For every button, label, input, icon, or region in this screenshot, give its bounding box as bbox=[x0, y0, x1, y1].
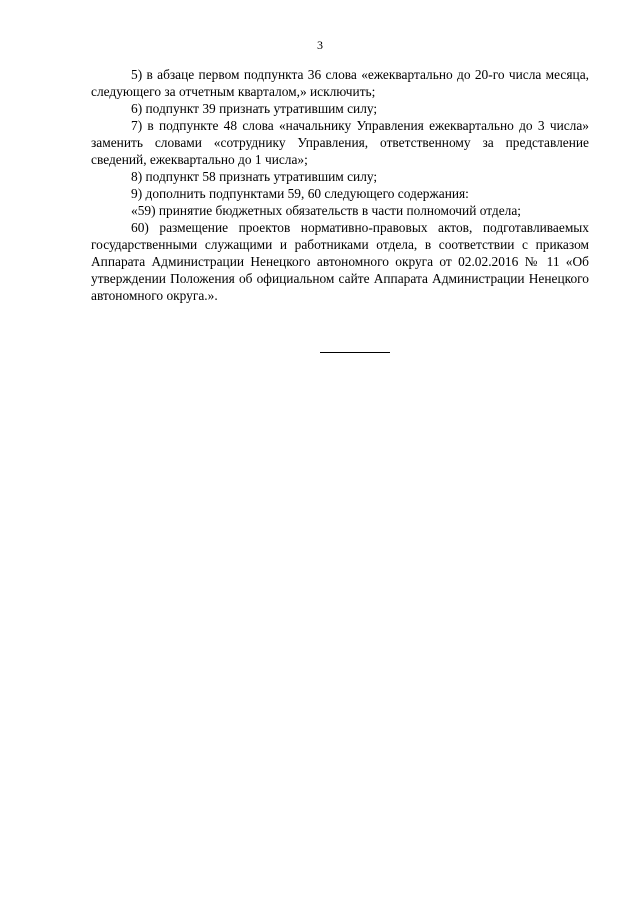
page-number: 3 bbox=[317, 38, 323, 52]
paragraph-item-8: 8) подпункт 58 признать утратившим силу; bbox=[131, 169, 378, 184]
paragraph-item-5: 5) в абзаце первом подпункта 36 слова «ежеквартально до 20-го числа месяца, следующего за отчетным кварталом,» исключить; bbox=[91, 67, 589, 99]
document-body bbox=[91, 66, 589, 304]
paragraph-item-59: «59) принятие бюджетных обязательств в части полномочий отдела; bbox=[131, 203, 522, 218]
paragraph-item-7: 7) в подпункте 48 слова «начальнику Управления ежеквартально до 3 числа» заменить словами «сотруднику Управления, ответственному за представление сведений, ежеквартально до 1 числа»; bbox=[91, 118, 589, 167]
paragraph-item-9: 9) дополнить подпунктами 59, 60 следующего содержания: bbox=[131, 186, 469, 201]
paragraph-item-60: 60) размещение проектов нормативно-правовых актов, подготавливаемых государственными служащими и работниками отдела, в соответствии с приказом Аппарата Администрации Ненецкого автономного округа от 02.02.2016 № 11 «Об утверждении Положения об официальном сайте Аппарата Администрации Ненецкого автономного округа.». bbox=[91, 220, 589, 303]
end-separator-line bbox=[320, 352, 390, 353]
paragraph-item-6: 6) подпункт 39 признать утратившим силу; bbox=[131, 101, 378, 116]
